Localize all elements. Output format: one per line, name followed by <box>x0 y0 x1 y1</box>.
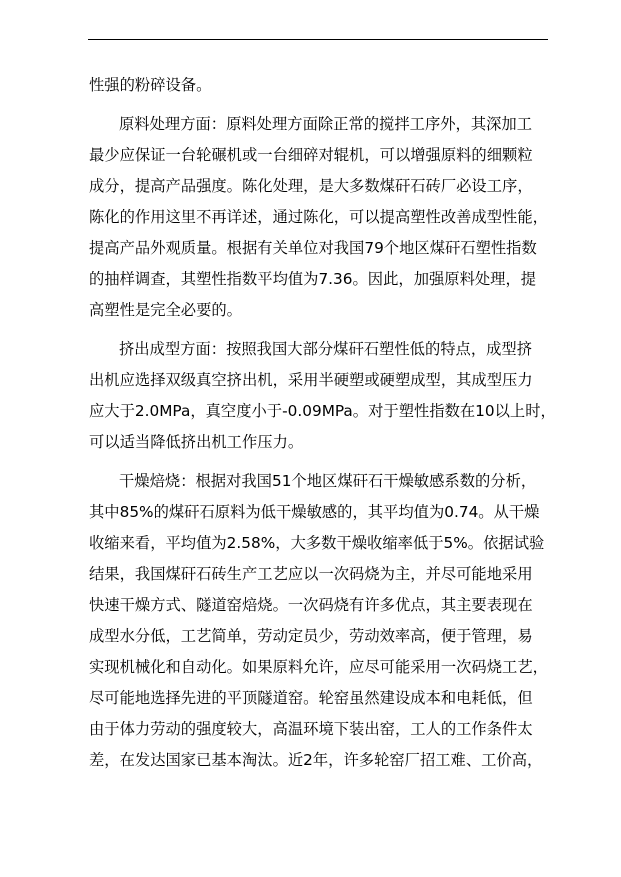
text-line: 尽可能地选择先进的平顶隧道窑。轮窑虽然建设成本和电耗低，但 <box>89 689 533 707</box>
text-line: 结果，我国煤矸石砖生产工艺应以一次码烧为主，并尽可能地采用 <box>89 565 533 583</box>
text-line: 快速干燥方式、隧道窑焙烧。一次码烧有许多优点，其主要表现在 <box>89 596 533 614</box>
text-line: 高塑性是完全必要的。 <box>89 301 242 319</box>
text-line: 成型水分低，工艺简单，劳动定员少，劳动效率高，便于管理，易 <box>89 627 533 645</box>
text-line: 可以适当降低挤出机工作压力。 <box>89 433 304 451</box>
text-line: 收缩来看，平均值为2.58%，大多数干燥收缩率低于5%。依据试验 <box>89 534 545 552</box>
text-line: 的抽样调查，其塑性指数平均值为7.36。因此，加强原料处理，提 <box>89 270 537 288</box>
text-line: 实现机械化和自动化。如果原料允许，应尽可能采用一次码烧工艺， <box>89 658 548 676</box>
text-line: 最少应保证一台轮碾机或一台细碎对辊机，可以增强原料的细颗粒 <box>89 146 533 164</box>
text-line: 干燥焙烧：根据对我国51个地区煤矸石干燥敏感系数的分析， <box>119 472 537 490</box>
text-line: 出机应选择双级真空挤出机，采用半硬塑或硬塑成型，其成型压力 <box>89 371 533 389</box>
text-line: 陈化的作用这里不再详述，通过陈化，可以提高塑性改善成型性能， <box>89 208 548 226</box>
text-line: 由于体力劳动的强度较大，高温环境下装出窑，工人的工作条件太 <box>89 720 533 738</box>
text-line: 性强的粉碎设备。 <box>89 76 212 94</box>
text-line: 成分，提高产品强度。陈化处理，是大多数煤矸石砖厂必设工序， <box>89 177 533 195</box>
text-line: 其中85%的煤矸石原料为低干燥敏感的，其平均值为0.74。从干燥 <box>89 503 540 521</box>
text-line: 应大于2.0MPa，真空度小于-0.09MPa。对于塑性指数在10以上时， <box>89 402 556 420</box>
text-line: 差，在发达国家已基本淘汰。近2年，许多轮窑厂招工难、工价高， <box>89 751 543 769</box>
text-line: 原料处理方面：原料处理方面除正常的搅拌工序外，其深加工 <box>119 115 533 133</box>
header-rule <box>88 39 548 40</box>
text-line: 提高产品外观质量。根据有关单位对我国79个地区煤矸石塑性指数 <box>89 239 537 257</box>
text-line: 挤出成型方面：按照我国大部分煤矸石塑性低的特点，成型挤 <box>119 340 533 358</box>
